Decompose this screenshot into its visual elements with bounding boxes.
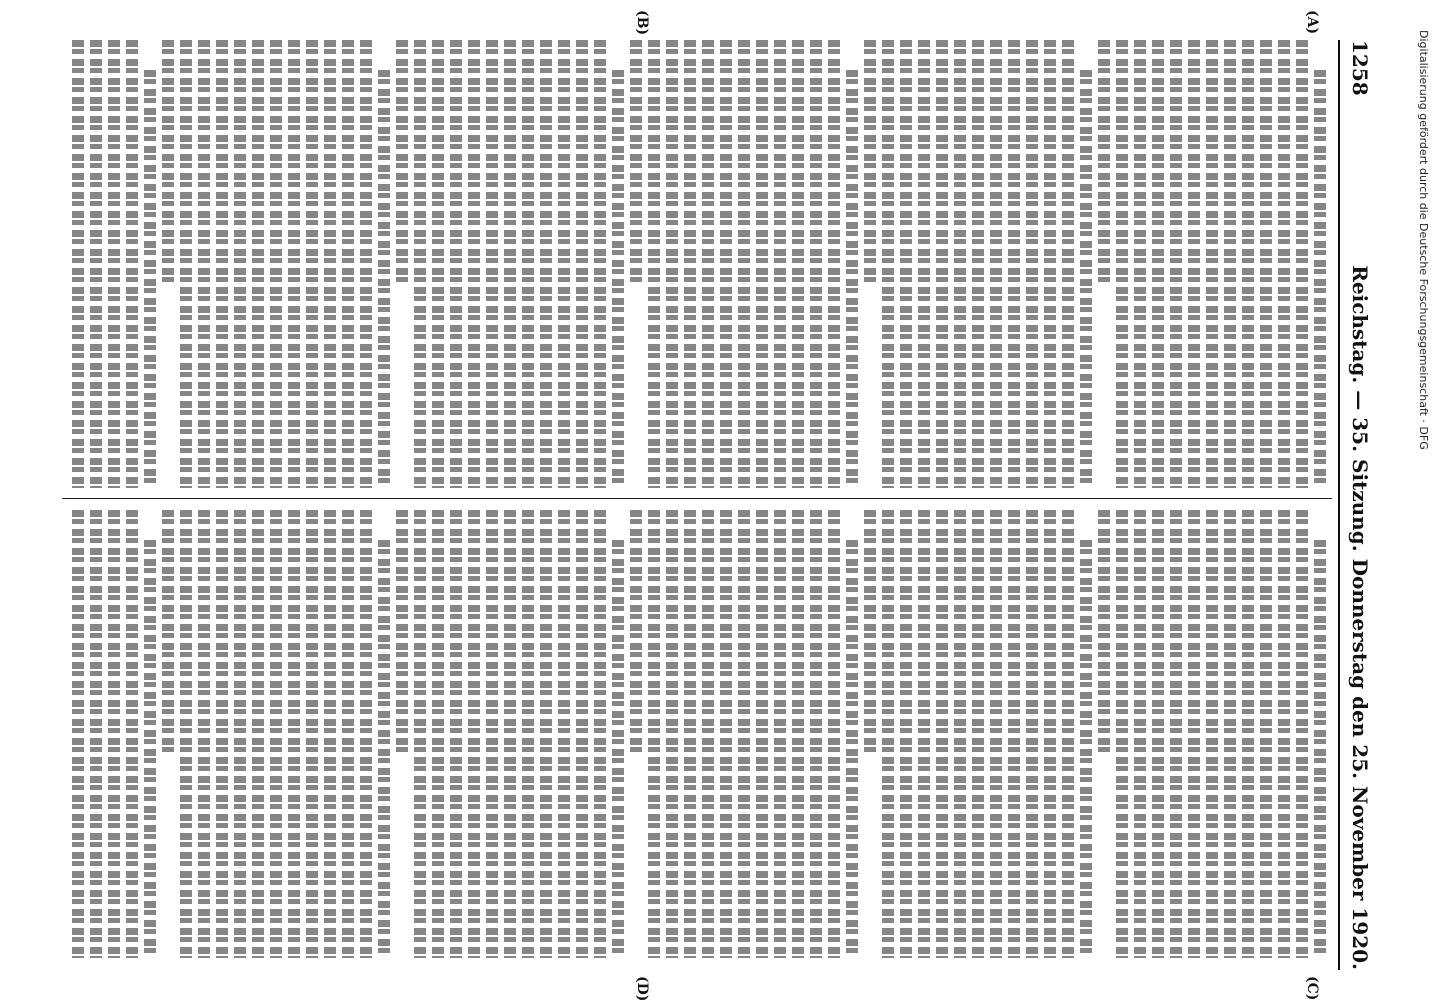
text-line bbox=[378, 540, 390, 958]
text-line bbox=[504, 510, 516, 958]
text-line bbox=[1260, 40, 1272, 488]
margin-marker-b: (B) bbox=[634, 10, 650, 36]
text-line bbox=[108, 40, 120, 488]
text-line bbox=[774, 510, 786, 958]
text-line bbox=[918, 510, 930, 958]
text-line bbox=[1098, 40, 1110, 286]
text-line bbox=[162, 510, 174, 756]
text-line bbox=[1026, 510, 1038, 958]
text-line bbox=[1206, 510, 1218, 958]
text-line bbox=[126, 40, 138, 488]
text-line bbox=[522, 510, 534, 958]
text-line bbox=[1062, 510, 1074, 958]
text-line bbox=[324, 40, 336, 488]
text-line bbox=[1224, 40, 1236, 488]
text-line bbox=[180, 510, 192, 958]
text-line bbox=[1134, 40, 1146, 488]
text-line bbox=[684, 510, 696, 958]
text-line bbox=[306, 510, 318, 958]
text-line bbox=[792, 510, 804, 958]
text-line bbox=[1026, 40, 1038, 488]
text-line bbox=[702, 510, 714, 958]
text-line bbox=[666, 510, 678, 958]
text-line bbox=[972, 40, 984, 488]
text-line bbox=[1044, 40, 1056, 488]
text-line bbox=[1242, 510, 1254, 958]
text-line bbox=[1008, 40, 1020, 488]
text-line bbox=[198, 40, 210, 488]
text-line bbox=[990, 40, 1002, 488]
text-line bbox=[486, 40, 498, 488]
text-line bbox=[558, 510, 570, 958]
text-line bbox=[252, 40, 264, 488]
text-line bbox=[1044, 510, 1056, 958]
text-line bbox=[882, 40, 894, 488]
text-line bbox=[864, 510, 876, 756]
text-line bbox=[666, 40, 678, 488]
text-line bbox=[540, 510, 552, 958]
text-line bbox=[1080, 540, 1092, 958]
digitization-credit: Digitalisierung gefördert durch die Deutsche Forschungsgemeinschaft · DFG bbox=[1417, 30, 1430, 450]
text-line bbox=[360, 510, 372, 958]
text-line bbox=[810, 40, 822, 488]
margin-marker-a: (A) bbox=[1304, 10, 1320, 35]
text-line bbox=[720, 40, 732, 488]
text-line bbox=[1098, 510, 1110, 756]
text-line bbox=[1134, 510, 1146, 958]
text-line bbox=[612, 70, 624, 488]
text-line bbox=[108, 510, 120, 958]
text-line bbox=[468, 40, 480, 488]
text-line bbox=[288, 40, 300, 488]
rotated-content bbox=[50, 10, 1380, 1001]
text-line bbox=[1170, 40, 1182, 488]
text-line bbox=[810, 510, 822, 958]
left-column bbox=[62, 40, 1332, 488]
text-line bbox=[432, 40, 444, 488]
text-line bbox=[756, 40, 768, 488]
text-line bbox=[1296, 40, 1308, 488]
text-line bbox=[396, 510, 408, 756]
text-line bbox=[1062, 40, 1074, 488]
text-line bbox=[648, 40, 660, 488]
text-line bbox=[450, 510, 462, 958]
text-line bbox=[864, 40, 876, 286]
text-line bbox=[1116, 510, 1128, 958]
text-line bbox=[630, 510, 642, 756]
text-line bbox=[216, 40, 228, 488]
document-sheet bbox=[50, 10, 1380, 1001]
text-line bbox=[720, 510, 732, 958]
text-line bbox=[882, 510, 894, 958]
text-line bbox=[216, 510, 228, 958]
right-column bbox=[62, 510, 1332, 958]
text-line bbox=[900, 40, 912, 488]
text-line bbox=[1116, 40, 1128, 488]
text-line bbox=[1296, 510, 1308, 958]
text-line bbox=[198, 510, 210, 958]
text-line bbox=[954, 40, 966, 488]
text-line bbox=[972, 510, 984, 958]
text-line bbox=[774, 40, 786, 488]
text-line bbox=[846, 70, 858, 488]
text-line bbox=[846, 540, 858, 958]
text-line bbox=[1224, 510, 1236, 958]
column-divider bbox=[62, 498, 1332, 499]
text-line bbox=[684, 40, 696, 488]
text-line bbox=[504, 40, 516, 488]
text-line bbox=[252, 510, 264, 958]
text-line bbox=[738, 40, 750, 488]
text-line bbox=[1008, 510, 1020, 958]
text-line bbox=[936, 510, 948, 958]
text-line bbox=[414, 40, 426, 488]
text-line bbox=[702, 40, 714, 488]
text-line bbox=[1314, 540, 1326, 958]
text-line bbox=[1314, 70, 1326, 488]
text-line bbox=[72, 40, 84, 488]
text-line bbox=[468, 510, 480, 958]
text-line bbox=[522, 40, 534, 488]
text-line bbox=[288, 510, 300, 958]
text-line bbox=[612, 540, 624, 958]
text-line bbox=[1206, 40, 1218, 488]
text-line bbox=[594, 40, 606, 488]
text-line bbox=[1152, 510, 1164, 958]
text-line bbox=[1278, 40, 1290, 488]
text-line bbox=[576, 510, 588, 958]
text-line bbox=[1242, 40, 1254, 488]
page-header bbox=[1338, 40, 1380, 970]
text-line bbox=[1188, 510, 1200, 958]
text-line bbox=[306, 40, 318, 488]
text-line bbox=[234, 40, 246, 488]
text-line bbox=[1170, 510, 1182, 958]
text-line bbox=[432, 510, 444, 958]
margin-marker-c: (C) bbox=[1304, 976, 1320, 1001]
text-line bbox=[486, 510, 498, 958]
text-line bbox=[1260, 510, 1272, 958]
text-line bbox=[234, 510, 246, 958]
text-line bbox=[72, 510, 84, 958]
text-line bbox=[828, 40, 840, 488]
text-line bbox=[324, 510, 336, 958]
text-line bbox=[918, 40, 930, 488]
text-line bbox=[594, 510, 606, 958]
text-line bbox=[900, 510, 912, 958]
text-line bbox=[954, 510, 966, 958]
text-line bbox=[936, 40, 948, 488]
text-line bbox=[1188, 40, 1200, 488]
text-line bbox=[1080, 70, 1092, 488]
text-line bbox=[792, 40, 804, 488]
text-line bbox=[180, 40, 192, 488]
text-line bbox=[126, 510, 138, 958]
text-line bbox=[270, 40, 282, 488]
page-header-title: Reichstag. — 35. Sitzung. Donnerstag den 25. November 1920. bbox=[1348, 265, 1372, 970]
text-line bbox=[1152, 40, 1164, 488]
text-line bbox=[558, 40, 570, 488]
text-line bbox=[648, 510, 660, 958]
text-line bbox=[360, 40, 372, 488]
text-line bbox=[342, 510, 354, 958]
text-line bbox=[1278, 510, 1290, 958]
text-line bbox=[144, 540, 156, 958]
text-line bbox=[450, 40, 462, 488]
text-line bbox=[540, 40, 552, 488]
text-line bbox=[576, 40, 588, 488]
text-line bbox=[378, 70, 390, 488]
text-line bbox=[162, 40, 174, 286]
margin-marker-d: (D) bbox=[634, 976, 650, 1001]
text-line bbox=[990, 510, 1002, 958]
text-line bbox=[90, 40, 102, 488]
text-line bbox=[738, 510, 750, 958]
text-line bbox=[144, 70, 156, 488]
page-number: 1258 bbox=[1348, 40, 1372, 96]
text-line bbox=[396, 40, 408, 286]
text-line bbox=[270, 510, 282, 958]
text-line bbox=[828, 510, 840, 958]
text-line bbox=[630, 40, 642, 286]
text-line bbox=[756, 510, 768, 958]
text-line bbox=[342, 40, 354, 488]
text-line bbox=[414, 510, 426, 958]
text-line bbox=[90, 510, 102, 958]
